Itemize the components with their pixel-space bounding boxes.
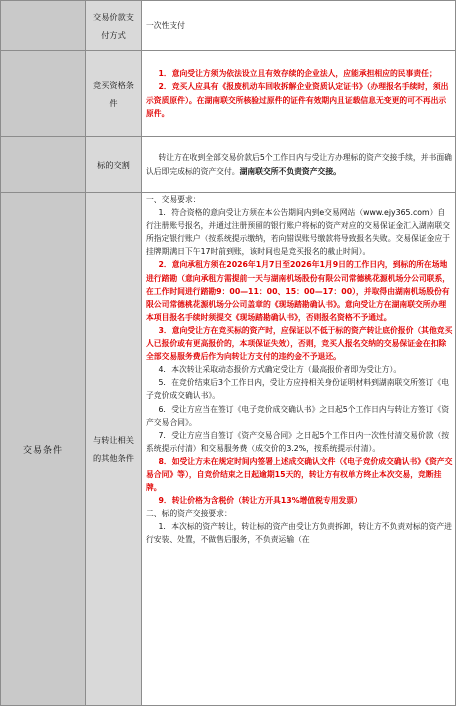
payment-label: 交易价款支付方式 — [86, 1, 142, 51]
group-cell-top — [1, 1, 86, 51]
group-cell-delivery — [1, 137, 86, 193]
qualification-label: 竞买资格条件 — [86, 51, 142, 137]
requirement-2: 2．意向承租方须在2026年1月7日至2026年1月9日的工作日内，到标的所在场地进行踏勘（意向承租方需提前一天与湖南机场股份有限公司常德桃花源机场分公司联系，在工作时间进行踏勘9：00—11：00、15：00—17：00），并取得由湖南机场股份有限公司常德桃花源机场分公司盖章的《现场踏勘确认书》。意向受让方在湖南联交所办理本项目报名手续时须提交《现场踏勘确认书》，否则报名资格不予通过。 — [146, 260, 451, 322]
requirement-5: 5．在竞价结束后3个工作日内，受让方应持相关身份证明材料到湖南联交所签订《电子竞价成交确认书》。 — [146, 378, 450, 401]
other-conditions-label: 与转让相关的其他条件 — [86, 193, 142, 706]
payment-value: 一次性支付 — [142, 1, 456, 51]
qualification-value — [142, 51, 456, 137]
section-heading-2: 二、标的资产交接要求： — [146, 509, 232, 519]
delivery-label: 标的交割 — [86, 137, 142, 193]
section-heading-1: 一、交易要求： — [146, 195, 201, 204]
delivery-row — [1, 137, 456, 193]
delivery-value — [142, 137, 456, 193]
requirement-4: 4．本次转让采取动态报价方式确定受让方（最高报价者即为受让方）。 — [158, 365, 402, 375]
delivery-text: 转让方在收到全部交易价款后5个工作日内与受让方办理标的资产交接手续，并书面确认后即完成标的资产交付。 — [146, 153, 452, 176]
qualification-line-1: 1．意向受让方须为依法设立且有效存续的企业法人，应能承担相应的民事责任； — [158, 69, 437, 79]
handover-requirement-1: 1．本次标的资产转让，转让标的资产由受让方负责拆卸，转让方不负责对标的资产进行安装、处置，不做售后服务，不负责运输（在 — [146, 522, 452, 545]
requirement-1: 1．符合资格的意向受让方须在本公告期间内到e交易网站（www.ejy365.com）自行注册账号报名，并通过注册预留的银行账户将标的资产对应的交易保证金汇入湖南联交所指定银行账户（按系统提示缴纳，若向错误账号缴款将导致报名失败。交易保证金应于挂牌期满日下午17时前到账，该时间也是竞买报名的截止时间）。 — [146, 208, 451, 257]
payment-row — [1, 1, 456, 51]
requirement-7: 7．受让方应当自签订《资产交易合同》之日起5个工作日内一次性付清交易价款（按系统提示付清）和交易服务费（成交价的3.2%，按系统提示付清）。 — [146, 430, 450, 453]
other-conditions-row — [1, 193, 456, 706]
requirement-8: 8．如受让方未在规定时间内签署上述成交确认文件（《电子竞价成交确认书》《资产交易合同》等），自竞价结束之日起逾期15天的，转让方有权单方终止本次交易，竞断挂牌。 — [146, 456, 453, 493]
requirement-6: 6．受让方应当在签订《电子竞价成交确认书》之日起5个工作日内与转让方签订《资产交易合同》。 — [146, 404, 450, 427]
other-conditions-value — [142, 193, 456, 706]
requirement-9: 9．转让价格为含税价（转让方开具13%增值税专用发票） — [158, 496, 362, 506]
qualification-row — [1, 51, 456, 137]
group-cell-qual — [1, 51, 86, 137]
delivery-note: 湖南联交所不负责资产交接。 — [239, 166, 341, 176]
trade-conditions-label: 交易条件 — [1, 193, 86, 706]
qualification-line-2: 2．竞买人应具有《报废机动车回收拆解企业资质认定证书》（办理报名手续时，须出示资质原件）。在湖南联交所核验过原件的证件有效期内且证载信息无变更的可不再出示原件。 — [146, 82, 449, 118]
requirement-3: 3．意向受让方在竞买标的资产时，应保证以不低于标的资产转让底价报价（其他竞买人已报价或有更高报价的，本项保证失效），否则，竞买人报名交纳的交易保证金在扣除全部交易服务费后作为向转让方支付的违约金不予退还。 — [146, 325, 453, 362]
